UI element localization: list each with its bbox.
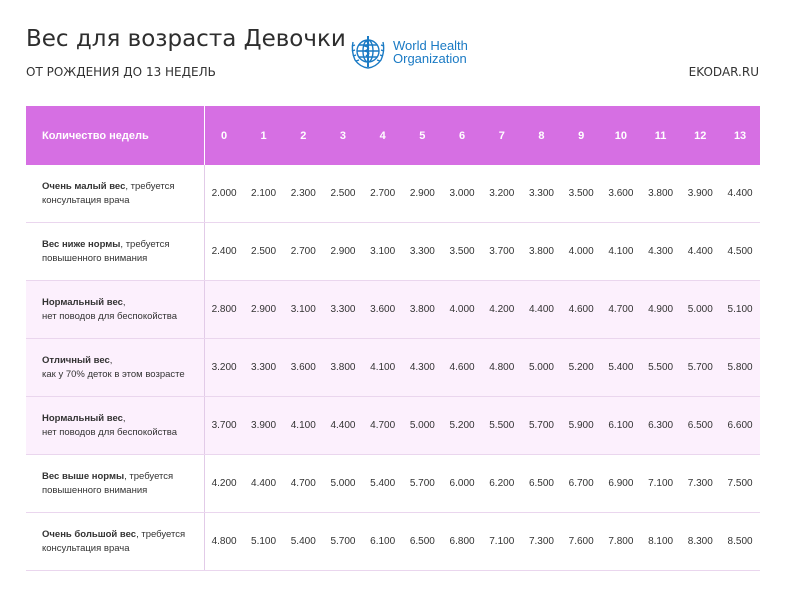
weight-cell: 4.700 <box>363 397 403 455</box>
weight-cell: 5.700 <box>403 455 443 513</box>
row-label-rest: , <box>122 412 126 424</box>
weight-cell: 4.200 <box>482 281 522 339</box>
weight-cell: 2.900 <box>403 165 443 223</box>
weight-cell: 5.000 <box>323 455 363 513</box>
weight-cell: 3.300 <box>403 223 443 281</box>
weight-cell: 3.700 <box>482 223 522 281</box>
week-header-7: 7 <box>482 106 522 165</box>
weight-cell: 6.700 <box>561 455 601 513</box>
table-row <box>26 223 760 281</box>
row-label-rest: , <box>109 354 113 366</box>
weight-cell: 4.400 <box>522 281 562 339</box>
weight-cell: 7.100 <box>482 513 522 571</box>
weight-cell: 6.800 <box>442 513 482 571</box>
weight-cell: 4.400 <box>323 397 363 455</box>
weight-cell: 3.200 <box>482 165 522 223</box>
weight-cell: 3.100 <box>283 281 323 339</box>
week-header-11: 11 <box>641 106 681 165</box>
weight-cell: 4.400 <box>720 165 760 223</box>
row-label-bold: Нормальный вес <box>42 412 123 424</box>
weight-cell: 5.500 <box>482 397 522 455</box>
weight-cell: 2.100 <box>244 165 284 223</box>
weight-cell: 3.500 <box>442 223 482 281</box>
row-label <box>26 455 204 513</box>
weight-cell: 7.500 <box>720 455 760 513</box>
weight-cell: 3.800 <box>403 281 443 339</box>
weight-table <box>26 106 760 571</box>
table-row <box>26 165 760 223</box>
weight-cell: 3.900 <box>244 397 284 455</box>
weight-cell: 6.000 <box>442 455 482 513</box>
weight-cell: 5.700 <box>680 339 720 397</box>
page-subtitle: ОТ РОЖДЕНИЯ ДО 13 НЕДЕЛЬ <box>26 65 216 79</box>
weight-cell: 8.100 <box>641 513 681 571</box>
table-row <box>26 455 760 513</box>
weight-cell: 5.900 <box>561 397 601 455</box>
weight-cell: 6.100 <box>601 397 641 455</box>
weight-cell: 6.500 <box>522 455 562 513</box>
weight-cell: 4.600 <box>561 281 601 339</box>
weight-cell: 3.800 <box>522 223 562 281</box>
row-label-rest: , требуется <box>120 238 170 250</box>
weight-cell: 6.600 <box>720 397 760 455</box>
weight-cell: 5.100 <box>720 281 760 339</box>
weight-cell: 5.400 <box>283 513 323 571</box>
weight-cell: 5.700 <box>323 513 363 571</box>
row-label-rest: , <box>122 296 126 308</box>
weight-cell: 7.100 <box>641 455 681 513</box>
row-label <box>26 223 204 281</box>
weight-cell: 5.200 <box>442 397 482 455</box>
weight-cell: 6.300 <box>641 397 681 455</box>
weight-cell: 3.700 <box>204 397 244 455</box>
weight-cell: 4.800 <box>482 339 522 397</box>
week-header-9: 9 <box>561 106 601 165</box>
weight-cell: 4.100 <box>283 397 323 455</box>
weight-cell: 5.500 <box>641 339 681 397</box>
table-row <box>26 281 760 339</box>
row-label-line2: консультация врача <box>42 542 130 554</box>
table-row <box>26 513 760 571</box>
weight-cell: 3.600 <box>363 281 403 339</box>
row-label-bold: Вес выше нормы <box>42 470 125 482</box>
week-header-13: 13 <box>720 106 760 165</box>
weight-cell: 3.200 <box>204 339 244 397</box>
weight-cell: 5.400 <box>601 339 641 397</box>
weight-cell: 6.100 <box>363 513 403 571</box>
table-row <box>26 397 760 455</box>
weight-cell: 2.000 <box>204 165 244 223</box>
row-label <box>26 281 204 339</box>
week-header-10: 10 <box>601 106 641 165</box>
weight-cell: 4.900 <box>641 281 681 339</box>
weight-cell: 8.500 <box>720 513 760 571</box>
row-label-line2: консультация врача <box>42 194 130 206</box>
weight-cell: 5.100 <box>244 513 284 571</box>
row-label-bold: Отличный вес <box>42 354 110 366</box>
weight-cell: 6.900 <box>601 455 641 513</box>
weight-cell: 6.200 <box>482 455 522 513</box>
logo-text-line1: World Health <box>393 38 468 53</box>
weight-cell: 2.800 <box>204 281 244 339</box>
weight-cell: 4.700 <box>601 281 641 339</box>
weight-cell: 5.200 <box>561 339 601 397</box>
weight-cell: 4.500 <box>720 223 760 281</box>
logo-text-line2: Organization <box>393 51 467 66</box>
row-label <box>26 165 204 223</box>
row-label <box>26 339 204 397</box>
weight-cell: 2.300 <box>283 165 323 223</box>
weight-cell: 7.300 <box>680 455 720 513</box>
weight-cell: 3.500 <box>561 165 601 223</box>
row-label-bold: Вес ниже нормы <box>42 238 121 250</box>
row-label <box>26 513 204 571</box>
weight-cell: 3.000 <box>442 165 482 223</box>
weeks-header-label: Количество недель <box>26 106 204 165</box>
row-label-rest: , требуется <box>136 528 186 540</box>
site-link[interactable]: EKODAR.RU <box>688 65 759 79</box>
weight-cell: 4.000 <box>442 281 482 339</box>
weight-cell: 5.700 <box>522 397 562 455</box>
table-row <box>26 339 760 397</box>
weight-cell: 5.400 <box>363 455 403 513</box>
weight-cell: 2.500 <box>244 223 284 281</box>
row-label-bold: Очень большой вес <box>42 528 137 540</box>
weight-cell: 3.600 <box>283 339 323 397</box>
weight-cell: 7.800 <box>601 513 641 571</box>
week-header-6: 6 <box>442 106 482 165</box>
weight-cell: 2.500 <box>323 165 363 223</box>
weight-cell: 3.800 <box>641 165 681 223</box>
row-label-rest: , требуется <box>125 180 175 192</box>
weight-cell: 5.800 <box>720 339 760 397</box>
row-label-line2: нет поводов для беспокойства <box>42 426 178 438</box>
weight-cell: 7.300 <box>522 513 562 571</box>
weight-cell: 3.100 <box>363 223 403 281</box>
week-header-0: 0 <box>204 106 244 165</box>
weight-cell: 5.000 <box>680 281 720 339</box>
weight-cell: 4.100 <box>363 339 403 397</box>
weight-cell: 3.900 <box>680 165 720 223</box>
row-label-bold: Нормальный вес <box>42 296 123 308</box>
weight-cell: 4.800 <box>204 513 244 571</box>
weight-cell: 3.300 <box>522 165 562 223</box>
row-label-line2: как у 70% деток в этом возрасте <box>42 368 185 380</box>
row-label-bold: Очень малый вес <box>42 180 126 192</box>
weight-cell: 5.000 <box>522 339 562 397</box>
weight-cell: 8.300 <box>680 513 720 571</box>
week-header-5: 5 <box>403 106 443 165</box>
row-label-line2: нет поводов для беспокойства <box>42 310 178 322</box>
weight-cell: 4.400 <box>680 223 720 281</box>
table-header-row <box>26 106 760 165</box>
weight-cell: 3.600 <box>601 165 641 223</box>
row-label-line2: повышенного внимания <box>42 484 148 496</box>
weight-cell: 6.500 <box>403 513 443 571</box>
weight-cell: 2.400 <box>204 223 244 281</box>
week-header-12: 12 <box>680 106 720 165</box>
weight-cell: 2.700 <box>283 223 323 281</box>
weight-cell: 4.600 <box>442 339 482 397</box>
weight-cell: 6.500 <box>680 397 720 455</box>
who-emblem-icon <box>348 34 388 70</box>
weight-cell: 4.200 <box>204 455 244 513</box>
week-header-1: 1 <box>244 106 284 165</box>
week-header-3: 3 <box>323 106 363 165</box>
who-logo <box>348 34 468 70</box>
weight-cell: 4.000 <box>561 223 601 281</box>
weight-cell: 3.300 <box>244 339 284 397</box>
week-header-4: 4 <box>363 106 403 165</box>
weight-cell: 4.100 <box>601 223 641 281</box>
row-label <box>26 397 204 455</box>
weight-cell: 2.900 <box>244 281 284 339</box>
weight-cell: 2.700 <box>363 165 403 223</box>
weight-cell: 4.700 <box>283 455 323 513</box>
page-title: Вес для возраста Девочки <box>26 26 346 52</box>
weight-cell: 5.000 <box>403 397 443 455</box>
week-header-2: 2 <box>283 106 323 165</box>
weight-cell: 3.800 <box>323 339 363 397</box>
weight-cell: 4.400 <box>244 455 284 513</box>
week-header-8: 8 <box>522 106 562 165</box>
row-label-rest: , требуется <box>124 470 174 482</box>
row-label-line2: повышенного внимания <box>42 252 148 264</box>
weight-cell: 4.300 <box>641 223 681 281</box>
weight-cell: 2.900 <box>323 223 363 281</box>
weight-cell: 4.300 <box>403 339 443 397</box>
weight-cell: 7.600 <box>561 513 601 571</box>
weight-cell: 3.300 <box>323 281 363 339</box>
